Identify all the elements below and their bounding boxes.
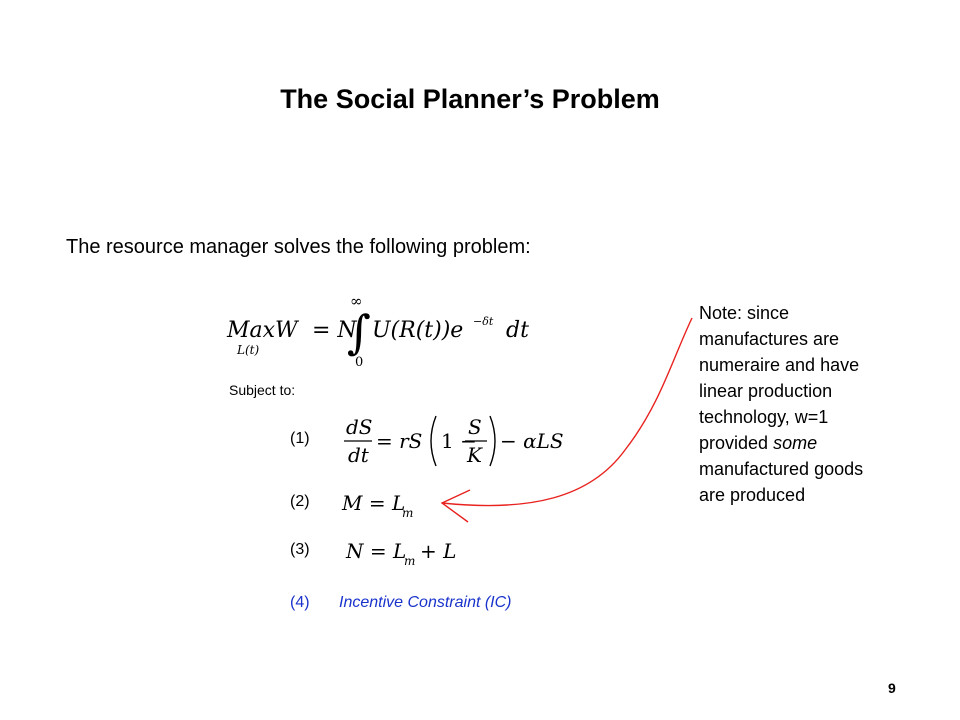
note-provided: provided [699, 433, 774, 453]
intro-text: The resource manager solves the following problem: [66, 236, 531, 258]
rhs-tail: − αLS [500, 429, 564, 453]
frac-numerator: dS [346, 415, 373, 439]
objective-exponent: −δt [473, 315, 494, 328]
constraint-2-lhs: M = L [342, 491, 406, 515]
objective-integrand: U(R(t))e [372, 318, 464, 343]
subject-to-label: Subject to: [229, 382, 296, 398]
arrow-curve [442, 318, 692, 506]
constraint-3-lhs: N = L [346, 539, 407, 563]
objective-rhs-lead: = N [312, 318, 357, 343]
constraint-4-number: (4) [290, 594, 310, 611]
inner-numerator: S [468, 415, 482, 439]
frac-denominator: dt [348, 443, 369, 467]
one-minus: 1 − [441, 429, 477, 453]
constraint-1-number: (1) [290, 430, 310, 447]
note-line: Note: since [699, 303, 790, 323]
note-line: are produced [699, 485, 806, 505]
note-line: numeraire and have [699, 355, 860, 375]
integral-sign: ∫ [347, 305, 371, 359]
slide-title: The Social Planner’s Problem [280, 84, 660, 114]
constraint-3-number: (3) [290, 541, 310, 558]
constraint-2-sub: m [402, 506, 414, 520]
constraint-3-tail: + L [420, 539, 457, 563]
note-line: manufactured goods [699, 459, 864, 479]
incentive-constraint-label: Incentive Constraint (IC) [339, 594, 512, 611]
objective-lhs: MaxW [227, 318, 298, 343]
note-line: manufactures are [699, 329, 840, 349]
integral-upper-limit: ∞ [350, 292, 363, 310]
inner-denominator: K [467, 443, 482, 467]
note-line: linear production [699, 381, 833, 401]
page-number: 9 [888, 680, 896, 696]
integral-lower-limit: 0 [355, 355, 364, 370]
note-some-emphasis: some [773, 433, 818, 453]
arrow-head [442, 490, 470, 522]
constraint-3-sub: m [404, 554, 416, 568]
objective-subscript: L(t) [237, 343, 260, 357]
rhs-a: = rS [376, 429, 423, 453]
objective-differential: dt [506, 318, 529, 343]
note-line: technology, w=1 [699, 407, 829, 427]
constraint-2-number: (2) [290, 493, 310, 510]
